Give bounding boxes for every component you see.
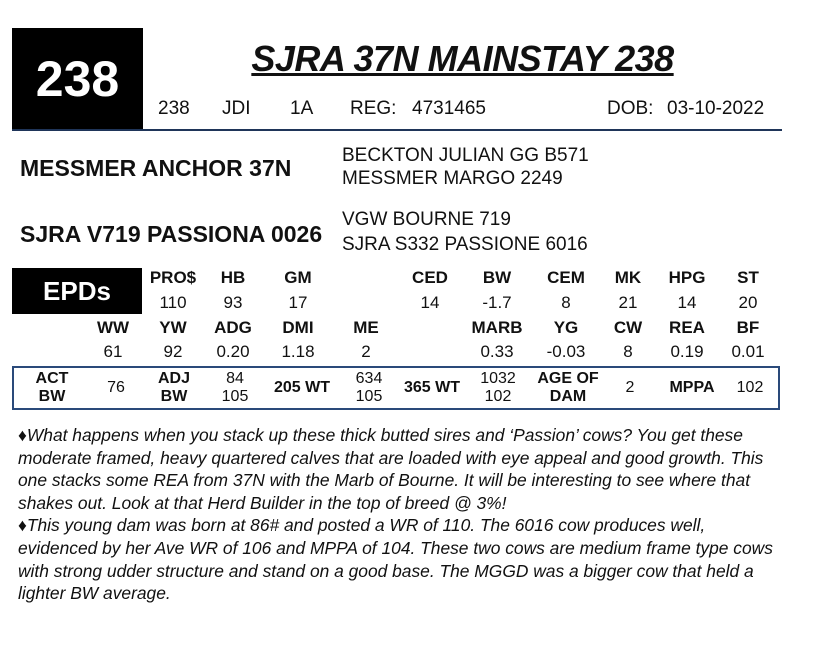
code-1a: 1A (290, 98, 314, 119)
age-of-dam-value: 2 (625, 379, 635, 396)
epd-value-ced: 14 (420, 293, 440, 312)
sire-dam: MESSMER MARGO 2249 (342, 168, 563, 189)
weight-205-label: 205 WT (273, 379, 330, 396)
epd-header-pro: PRO$ (149, 268, 197, 287)
epd-header-gm: GM (284, 268, 312, 287)
reg-number: 4731465 (412, 98, 486, 119)
dob-label: DOB: (607, 98, 654, 119)
epd-header-mk: MK (614, 268, 642, 287)
lot-number: 238 (35, 51, 120, 107)
epd-value-st: 20 (738, 293, 758, 312)
epd-value-yg: -0.03 (546, 342, 586, 361)
epd-value-ww: 61 (103, 342, 123, 361)
epd-header-yg: YG (553, 318, 579, 337)
epd-header-bf: BF (736, 318, 760, 337)
epd-header-cw: CW (613, 318, 643, 337)
weight-365-value: 1032 102 (480, 370, 516, 405)
epd-value-bw: -1.7 (482, 293, 512, 312)
epd-value-marb: 0.33 (480, 342, 514, 361)
epd-header-hpg: HPG (668, 268, 706, 287)
epd-value-hb: 93 (223, 293, 243, 312)
header-divider (12, 129, 782, 131)
epd-header-cem: CEM (547, 268, 585, 287)
animal-title: SJRA 37N MAINSTAY 238 (251, 38, 674, 79)
dob-value: 03-10-2022 (667, 98, 765, 119)
dam-name: SJRA V719 PASSIONA 0026 (20, 221, 323, 247)
epd-value-rea: 0.19 (670, 342, 704, 361)
epd-header-hb: HB (220, 268, 246, 287)
epd-value-mk: 21 (618, 293, 638, 312)
epd-value-yw: 92 (163, 342, 183, 361)
epd-header-dmi: DMI (282, 318, 314, 337)
code-jdi: JDI (222, 98, 251, 119)
epd-header-ced: CED (412, 268, 448, 287)
dam-sire: VGW BOURNE 719 (342, 209, 511, 230)
notes (18, 424, 788, 605)
mppa-label: MPPA (669, 379, 715, 396)
epd-header-marb: MARB (471, 318, 523, 337)
epd-header-yw: YW (159, 318, 187, 337)
note-paragraph-2: ♦This young dam was born at 86# and posted a WR of 110. The 6016 cow produces well, evidenced by her Ave WR of 106 and MPPA of 104. These two cows are medium frame type cows with strong udder structure and stand on a good base. The MGGD was a bigger cow that held a lighter BW average. (18, 515, 773, 604)
epd-header-rea: REA (669, 318, 705, 337)
sire-name: MESSMER ANCHOR 37N (20, 155, 292, 181)
act-bw-header: ACT BW (35, 370, 69, 405)
epd-label: EPDs (43, 275, 111, 306)
tattoo: 238 (158, 98, 190, 119)
weight-365-label: 365 WT (403, 379, 460, 396)
adj-bw-header: ADJ BW (157, 370, 190, 405)
act-bw-value: 76 (107, 379, 125, 396)
reg-label: REG: (350, 98, 397, 119)
epd-value-gm: 17 (288, 293, 308, 312)
dam-dam: SJRA S332 PASSIONE 6016 (342, 234, 588, 255)
age-of-dam-header: AGE OF DAM (537, 370, 599, 405)
weight-205-value: 634 105 (355, 370, 383, 405)
epd-value-dmi: 1.18 (281, 342, 315, 361)
epd-value-pro: 110 (159, 293, 187, 312)
epd-value-adg: 0.20 (216, 342, 250, 361)
epd-value-cem: 8 (561, 293, 571, 312)
adj-bw-value: 84 105 (221, 370, 249, 405)
sire-sire: BECKTON JULIAN GG B571 (342, 145, 589, 166)
epd-value-cw: 8 (623, 342, 633, 361)
epd-header-me: ME (353, 318, 379, 337)
lot-number-box (12, 28, 143, 130)
epd-header-st: ST (737, 268, 759, 287)
epd-label-box (12, 268, 142, 314)
epd-value-me: 2 (361, 342, 371, 361)
mppa-value: 102 (736, 379, 764, 396)
epd-value-hpg: 14 (677, 293, 697, 312)
actuals-table (12, 366, 780, 410)
epd-value-bf: 0.01 (731, 342, 765, 361)
epd-header-ww: WW (96, 318, 130, 337)
epd-header-bw: BW (482, 268, 512, 287)
epd-header-adg: ADG (214, 318, 252, 337)
note-paragraph-1: ♦What happens when you stack up these thick butted sires and ‘Passion’ cows? You get these moderate framed, heavy quartered calves that are loaded with eye appeal and good growth. This one stacks some REA from 37N with the Marb of Bourne. It will be interesting to see where that shakes out. Look at that Herd Builder in the top of breed @ 3%! (18, 425, 764, 513)
